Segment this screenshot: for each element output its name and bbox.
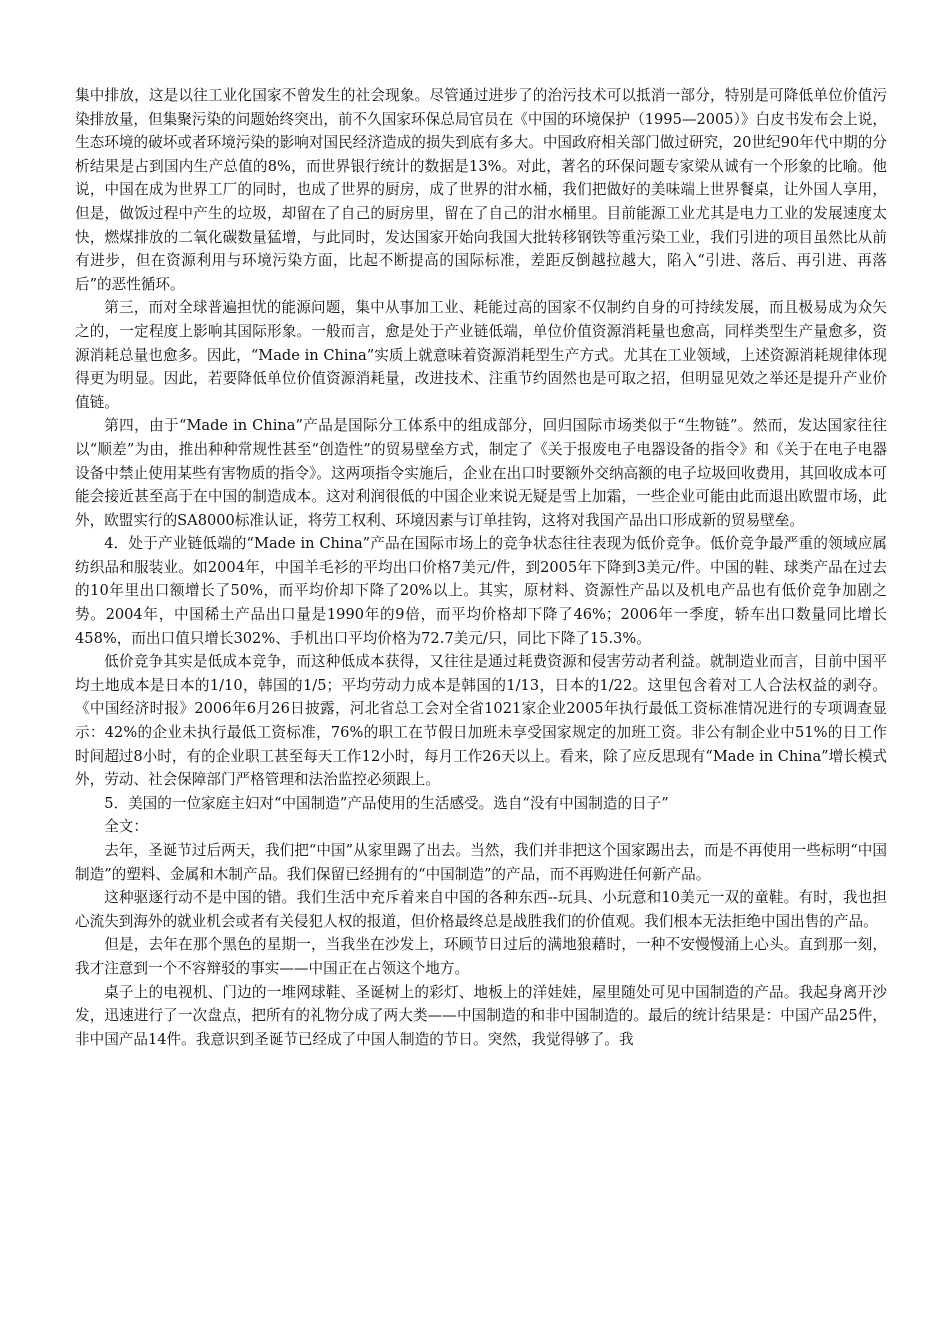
- paragraph-story-3: 但是，去年在那个黑色的星期一，当我坐在沙发上，环顾节日过后的满地狼藉时，一种不安慢慢涌上心头。直到那一刻，我才注意到一个不容辩驳的事实——中国正在占领这个地方。: [75, 936, 887, 977]
- paragraph-story-1: 去年，圣诞节过后两天，我们把“中国”从家里踢了出去。当然，我们并非把这个国家踢出去，而是不再使用一些标明“中国制造”的塑料、金属和木制产品。我们保留已经拥有的“中国制造”的产品，而不再购进任何新产品。: [75, 842, 887, 883]
- paragraph-low-price-competition: 4．处于产业链低端的“Made in China”产品在国际市场上的竞争状态往往表现为低价竞争。低价竞争最严重的领域应属纺织品和服装业。如2004年，中国羊毛衫的平均出口价格7美元/件，到2005年下降到3美元/件。中国的鞋、球类产品在过去的10年里出口额增长了50%，而平均价却下降了20%以上。其实，原材料、资源性产品以及机电产品也有低价竞争加剧之势。2004年，中国稀土产品出口量是1990年的9倍，而平均价格却下降了46%；2006年一季度，轿车出口数量同比增长458%，而出口值只增长302%、手机出口平均价格为72.7美元/只，同比下降了15.3%。: [75, 535, 887, 647]
- paragraph-section-5-heading: 5．美国的一位家庭主妇对“中国制造”产品使用的生活感受。选自“没有中国制造的日子”: [104, 794, 669, 812]
- paragraph-story-4: 桌子上的电视机、门边的一堆网球鞋、圣诞树上的彩灯、地板上的洋娃娃，屋里随处可见中国制造的产品。我起身离开沙发，迅速进行了一次盘点，把所有的礼物分成了两大类——中国制造的和非中国制造的。最后的统计结果是：中国产品25件，非中国产品14件。我意识到圣诞节已经成了中国人制造的节日。突然，我觉得够了。我: [75, 983, 887, 1048]
- paragraph-low-cost: 低价竞争其实是低成本竞争，而这种低成本获得，又往往是通过耗费资源和侵害劳动者利益。就制造业而言，目前中国平均土地成本是日本的1/10，韩国的1/5；平均劳动力成本是韩国的1/13，日本的1/22。这里包含着对工人合法权益的剥夺。《中国经济时报》2006年6月26日披露，河北省总工会对全省1021家企业2005年执行最低工资标准情况进行的专项调查显示：42%的企业未执行最低工资标准，76%的职工在节假日加班未享受国家规定的加班工资。非公有制企业中51%的日工作时间超过8小时，有的企业职工甚至每天工作12小时，每月工作26天以上。看来，除了应反思现有“Made in China”增长模式外，劳动、社会保障部门严格管理和法治监控必须跟上。: [75, 653, 887, 789]
- paragraph-full-text-label: 全文：: [104, 818, 148, 836]
- paragraph-third-energy: 第三，而对全球普遍担忧的能源问题，集中从事加工业、耗能过高的国家不仅制约自身的可持续发展，而且极易成为众矢之的，一定程度上影响其国际形象。一般而言，愈是处于产业链低端，单位价值资源消耗量也愈高，同样类型生产量愈多，资源消耗总量也愈多。因此，“Made in China”实质上就意味着资源消耗型生产方式。尤其在工业领域，上述资源消耗规律体现得更为明显。因此，若要降低单位价值资源消耗量，改进技术、注重节约固然也是可取之招，但明显见效之举还是提升产业价值链。: [75, 299, 887, 411]
- document-body: [75, 84, 887, 1051]
- paragraph-story-2: 这种驱逐行动不是中国的错。我们生活中充斥着来自中国的各种东西--玩具、小玩意和10美元一双的童鞋。有时，我也担心流失到海外的就业机会或者有关侵犯人权的报道，但价格最终总是战胜我们的价值观。我们根本无法拒绝中国出售的产品。: [75, 889, 887, 930]
- paragraph-fourth-trade-barrier: 第四，由于“Made in China”产品是国际分工体系中的组成部分，回归国际市场类似于“生物链”。然而，发达国家往往以“顺差”为由，推出种种常规性甚至“创造性”的贸易壁垒方式，制定了《关于报废电子电器设备的指令》和《关于在电子电器设备中禁止使用某些有害物质的指令》。这两项指令实施后，企业在出口时要额外交纳高额的电子垃圾回收费用，其回收成本可能会接近甚至高于在中国的制造成本。这对利润很低的中国企业来说无疑是雪上加霜，一些企业可能由此而退出欧盟市场，此外，欧盟实行的SA8000标准认证，将劳工权利、环境因素与订单挂钩，这将对我国产品出口形成新的贸易壁垒。: [75, 417, 887, 529]
- paragraph-pollution: 集中排放，这是以往工业化国家不曾发生的社会现象。尽管通过进步了的治污技术可以抵消一部分，特别是可降低单位价值污染排放量，但集聚污染的问题始终突出，前不久国家环保总局官员在《中国的环境保护（1995—2005）》白皮书发布会上说，生态环境的破坏或者环境污染的影响对国民经济造成的损失到底有多大。中国政府相关部门做过研究，20世纪90年代中期的分析结果是占到国内生产总值的8%，而世界银行统计的数据是13%。对此，著名的环保问题专家梁从诚有一个形象的比喻。他说，中国在成为世界工厂的同时，也成了世界的厨房，成了世界的泔水桶，我们把做好的美味端上世界餐桌，让外国人享用，但是，做饭过程中产生的垃圾，却留在了自己的厨房里，留在了自己的泔水桶里。目前能源工业尤其是电力工业的发展速度太快，燃煤排放的二氧化碳数量猛增，与此同时，发达国家开始向我国大批转移钢铁等重污染工业，我们引进的项目虽然比从前有进步，但在资源利用与环境污染方面，比起不断提高的国际标准，差距反倒越拉越大，陷入“引进、落后、再引进、再落后”的恶性循环。: [75, 87, 887, 293]
